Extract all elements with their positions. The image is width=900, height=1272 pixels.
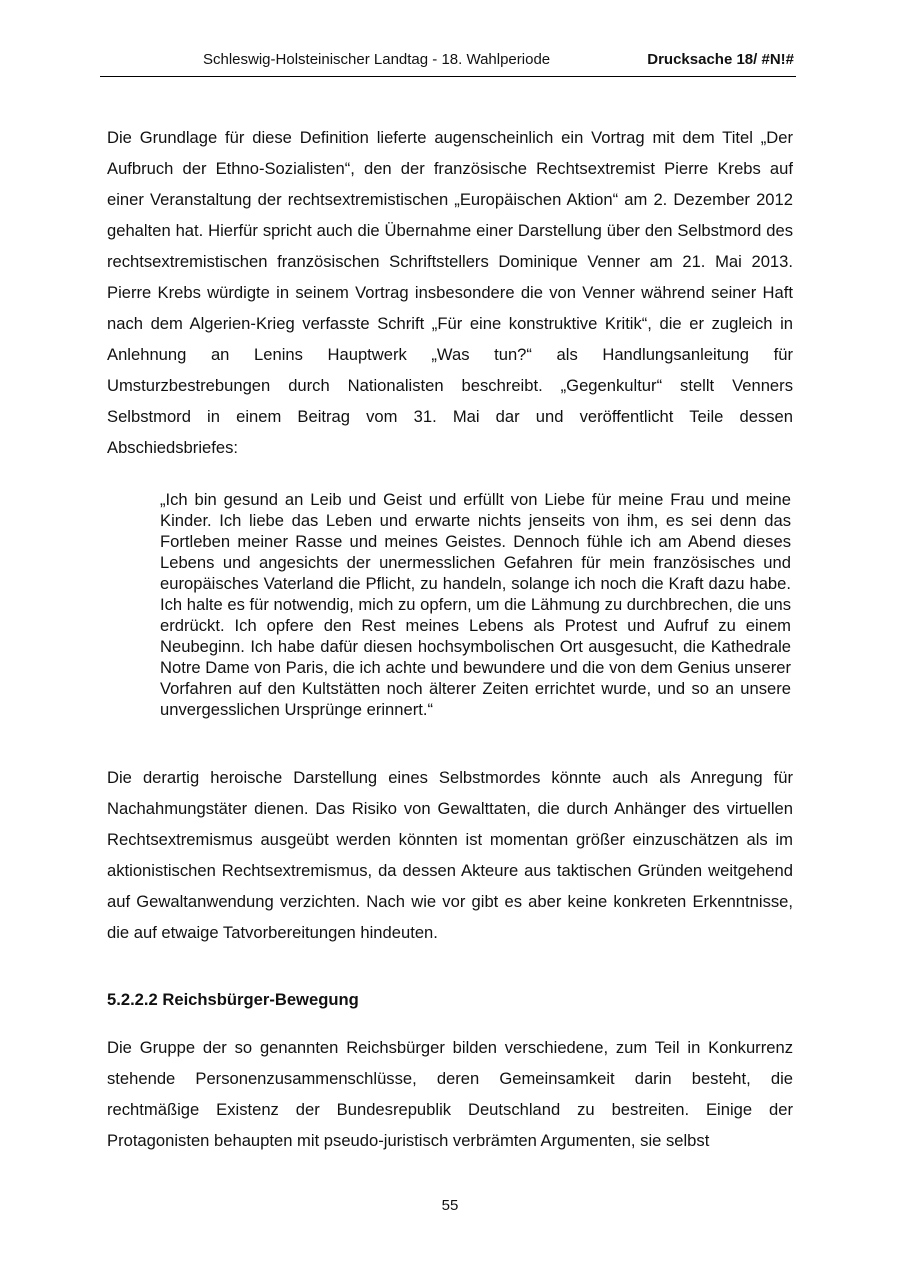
paragraph-2: Die derartig heroische Darstellung eines Selbstmordes könnte auch als Anregung für Nachahmungstäter dienen. Das Risiko von Gewalttaten, die durch Anhänger des virtuellen Rechtsextremismus ausgeübt werden könnten ist momentan größer einzuschätzen als im aktionistischen Rechtsextremismus, da dessen Akteure aus taktischen Gründen weitgehend auf Gewaltanwendung verzichten. Nach wie vor gibt es aber keine konkreten Erkenntnisse, die auf etwaige Tatvorbereitungen hindeuten.	[107, 768, 793, 942]
page-number: 55	[441, 1197, 459, 1214]
section-heading: 5.2.2.2 Reichsbürger-Bewegung	[107, 990, 359, 1009]
header-title: Schleswig-Holsteinischer Landtag - 18. Wahlperiode	[203, 51, 551, 68]
page-content	[107, 122, 793, 1156]
page-header	[100, 48, 796, 77]
paragraph-3: Die Gruppe der so genannten Reichsbürger bilden verschiedene, zum Teil in Konkurrenz stehende Personenzusammenschlüsse, deren Gemeinsamkeit darin besteht, die rechtmäßige Existenz der Bundesrepublik Deutschland zu bestreiten. Einige der Protagonisten behaupten mit pseudo-juristisch verbrämten Argumenten, sie selbst	[107, 1038, 793, 1150]
block-quote: „Ich bin gesund an Leib und Geist und erfüllt von Liebe für meine Frau und meine Kinder. Ich liebe das Leben und erwarte nichts jenseits von ihm, es sei denn das Fortleben meiner Rasse und meines Geistes. Dennoch fühle ich am Abend dieses Lebens und angesichts der unermesslichen Gefahren für mein französisches und europäisches Vaterland die Pflicht, zu handeln, solange ich noch die Kraft dazu habe. Ich halte es für notwendig, mich zu opfern, um die Lähmung zu durchbrechen, die uns erdrückt. Ich opfere den Rest meines Lebens als Protest und Aufruf zu einem Neubeginn. Ich habe dafür diesen hochsymbolischen Ort ausgesucht, die Kathedrale Notre Dame von Paris, die ich achte und bewundere und die von dem Genius unserer Vorfahren auf den Kultstätten noch älterer Zeiten errichtet wurde, und so an unsere unvergesslichen Ursprünge erinnert.“	[160, 490, 791, 719]
document-number: Drucksache 18/ #N!#	[647, 51, 794, 68]
paragraph-1: Die Grundlage für diese Definition lieferte augenscheinlich ein Vortrag mit dem Titel „Der Aufbruch der Ethno-Sozialisten“, den der französische Rechtsextremist Pierre Krebs auf einer Veranstaltung der rechtsextremistischen „Europäischen Aktion“ am 2. Dezember 2012 gehalten hat. Hierfür spricht auch die Übernahme einer Darstellung über den Selbstmord des rechtsextremistischen französischen Schriftstellers Dominique Venner am 21. Mai 2013. Pierre Krebs würdigte in seinem Vortrag insbesondere die von Venner während seiner Haft nach dem Algerien-Krieg verfasste Schrift „Für eine konstruktive Kritik“, die er zugleich in Anlehnung an Lenins Hauptwerk „Was tun?“ als Handlungsanleitung für Umsturzbestrebungen durch Nationalisten beschreibt. „Gegenkultur“ stellt Venners Selbstmord in einem Beitrag vom 31. Mai dar und veröffentlicht Teile dessen Abschiedsbriefes:	[107, 128, 793, 457]
